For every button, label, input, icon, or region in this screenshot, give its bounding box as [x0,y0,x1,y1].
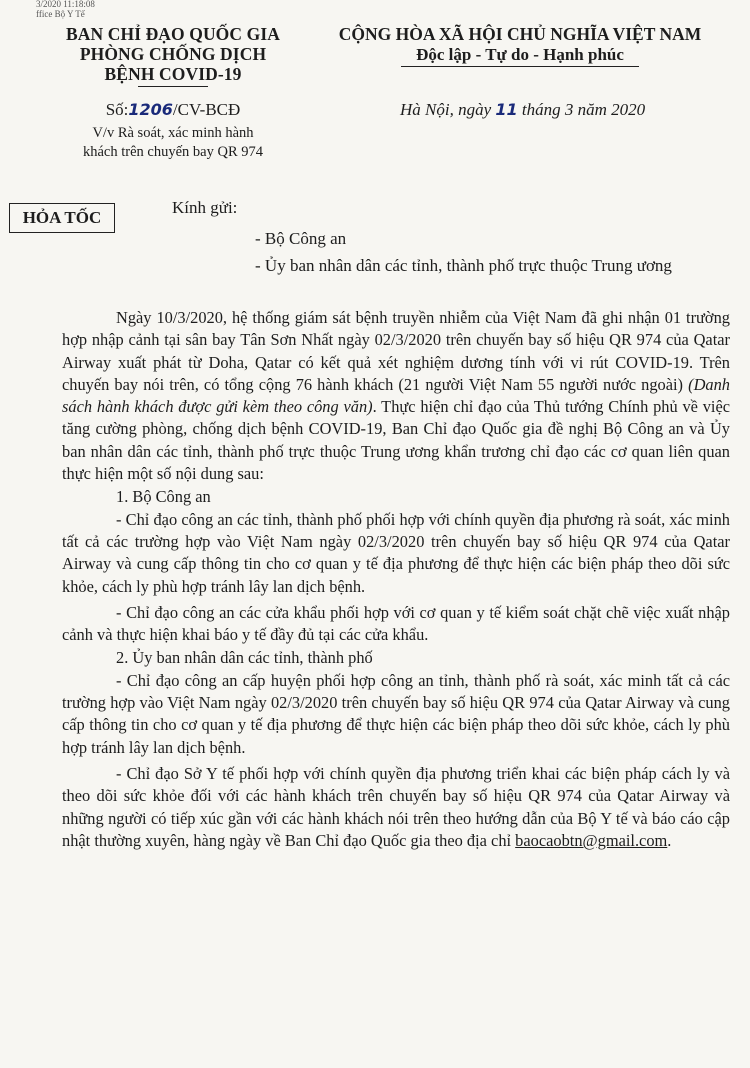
agency-underline [138,86,208,87]
greeting: Kính gửi: [172,198,238,217]
document-body [62,307,730,852]
section2-paragraph [62,763,730,852]
nation-name: CỘNG HÒA XÃ HỘI CHỦ NGHĨA VIỆT NAM [338,24,702,44]
motto-underline [401,66,639,67]
intro-paragraph [62,307,730,485]
recipient-item: - Bộ Công an [255,229,347,248]
section2-title: 2. Ủy ban nhân dân các tỉnh, thành phố [116,648,373,668]
date-day-handwritten: 11 [495,100,518,119]
recipient-item: - Ủy ban nhân dân các tỉnh, thành phố trực thuộc Trung ương [255,256,672,275]
subject-line2: khách trên chuyến bay QR 974 [83,144,263,160]
stamp-office: ffice Bộ Y Tế [36,9,85,19]
stamp-timestamp: 3/2020 11:18:08 [36,0,95,9]
document-date [400,100,645,120]
doc-number-handwritten: 1206 [128,100,173,119]
agency-name-line2: PHÒNG CHỐNG DỊCH [79,44,267,64]
document-subject [38,124,308,162]
report-email-link[interactable]: baocaobtn@gmail.com [515,830,668,850]
agency-name-line3: BỆNH COVID-19 [104,64,242,84]
section2-p2-text: - Chỉ đạo Sở Y tế phối hợp với chính quyền địa phương triển khai các biện pháp cách ly và theo dõi sức khỏe đối với các hành khách trên chuyến bay số hiệu QR 974 của Qatar Airway và những người có tiếp xúc gần với các hành khách nói trên theo hướng dẫn của Bộ Y tế và báo cáo cập nhật thường xuyên, hàng ngày về Ban Chỉ đạo Quốc gia theo địa chỉ [62,763,730,850]
doc-number-prefix: Số: [105,100,129,119]
digital-signature-stamp [36,0,95,19]
urgent-badge: HỎA TỐC [9,203,115,233]
intro-text-after: . Thực hiện chỉ đạo của Thủ tướng Chính phủ về việc tăng cường phòng, chống dịch bệnh COVID-19, Ban Chỉ đạo Quốc gia đề nghị Bộ Công an và Ủy ban nhân dân các tỉnh, thành phố trực thuộc Trung ương khẩn trương chỉ đạo các cơ quan liên quan thực hiện một số nội dung sau: [62,397,730,484]
agency-name-line1: BAN CHỈ ĐẠO QUỐC GIA [66,24,280,44]
section2-p2-end: . [667,830,672,850]
nation-header [300,24,740,67]
section1-paragraph: - Chỉ đạo công an các tỉnh, thành phố phối hợp với chính quyền địa phương rà soát, xác minh tất cả các trường hợp vào Việt Nam ngày 02/3/2020 trên chuyến bay số hiệu QR 974 của Qatar Airway và cung cấp thông tin cho cơ quan y tế địa phương để thực hiện các biện pháp theo dõi sức khỏe, cách ly phù hợp tránh lây lan dịch bệnh. [62,509,730,596]
nation-motto: Độc lập - Tự do - Hạnh phúc [416,45,624,64]
section1-title: 1. Bộ Công an [116,487,211,507]
agency-header [38,24,308,87]
section1-paragraph: - Chỉ đạo công an các cửa khẩu phối hợp với cơ quan y tế kiểm soát chặt chẽ việc xuất nhập cảnh và thực hiện khai báo y tế đầy đủ tại các cửa khẩu. [62,602,730,645]
intro-italic-note: (Danh sách hành khách được gửi kèm theo công văn) [62,374,730,417]
doc-number-suffix: /CV-BCĐ [172,100,241,119]
subject-line1: V/v Rà soát, xác minh hành [92,125,254,141]
intro-text: Ngày 10/3/2020, hệ thống giám sát bệnh truyền nhiễm của Việt Nam đã ghi nhận 01 trường hợp nhập cảnh tại sân bay Tân Sơn Nhất ngày 02/3/2020 trên chuyến bay số hiệu QR 974 của Qatar Airway xuất phát từ Doha, Qatar có kết quả xét nghiệm dương tính với vi rút COVID-19. Trên chuyến bay nói trên, có tổng cộng 76 hành khách (21 người Việt Nam 55 người nước ngoài) [62,308,730,394]
date-suffix: tháng 3 năm 2020 [521,100,646,119]
section2-paragraph: - Chỉ đạo công an cấp huyện phối hợp công an tỉnh, thành phố rà soát, xác minh tất cả các trường hợp vào Việt Nam ngày 02/3/2020 trên chuyến bay số hiệu QR 974 của Qatar Airway và cung cấp thông tin cho cơ quan y tế địa phương để thực hiện các biện pháp theo dõi sức khỏe, cách ly phù hợp tránh lây lan dịch bệnh. [62,670,730,757]
document-number [38,100,308,120]
date-prefix: Hà Nội, ngày [400,100,492,119]
